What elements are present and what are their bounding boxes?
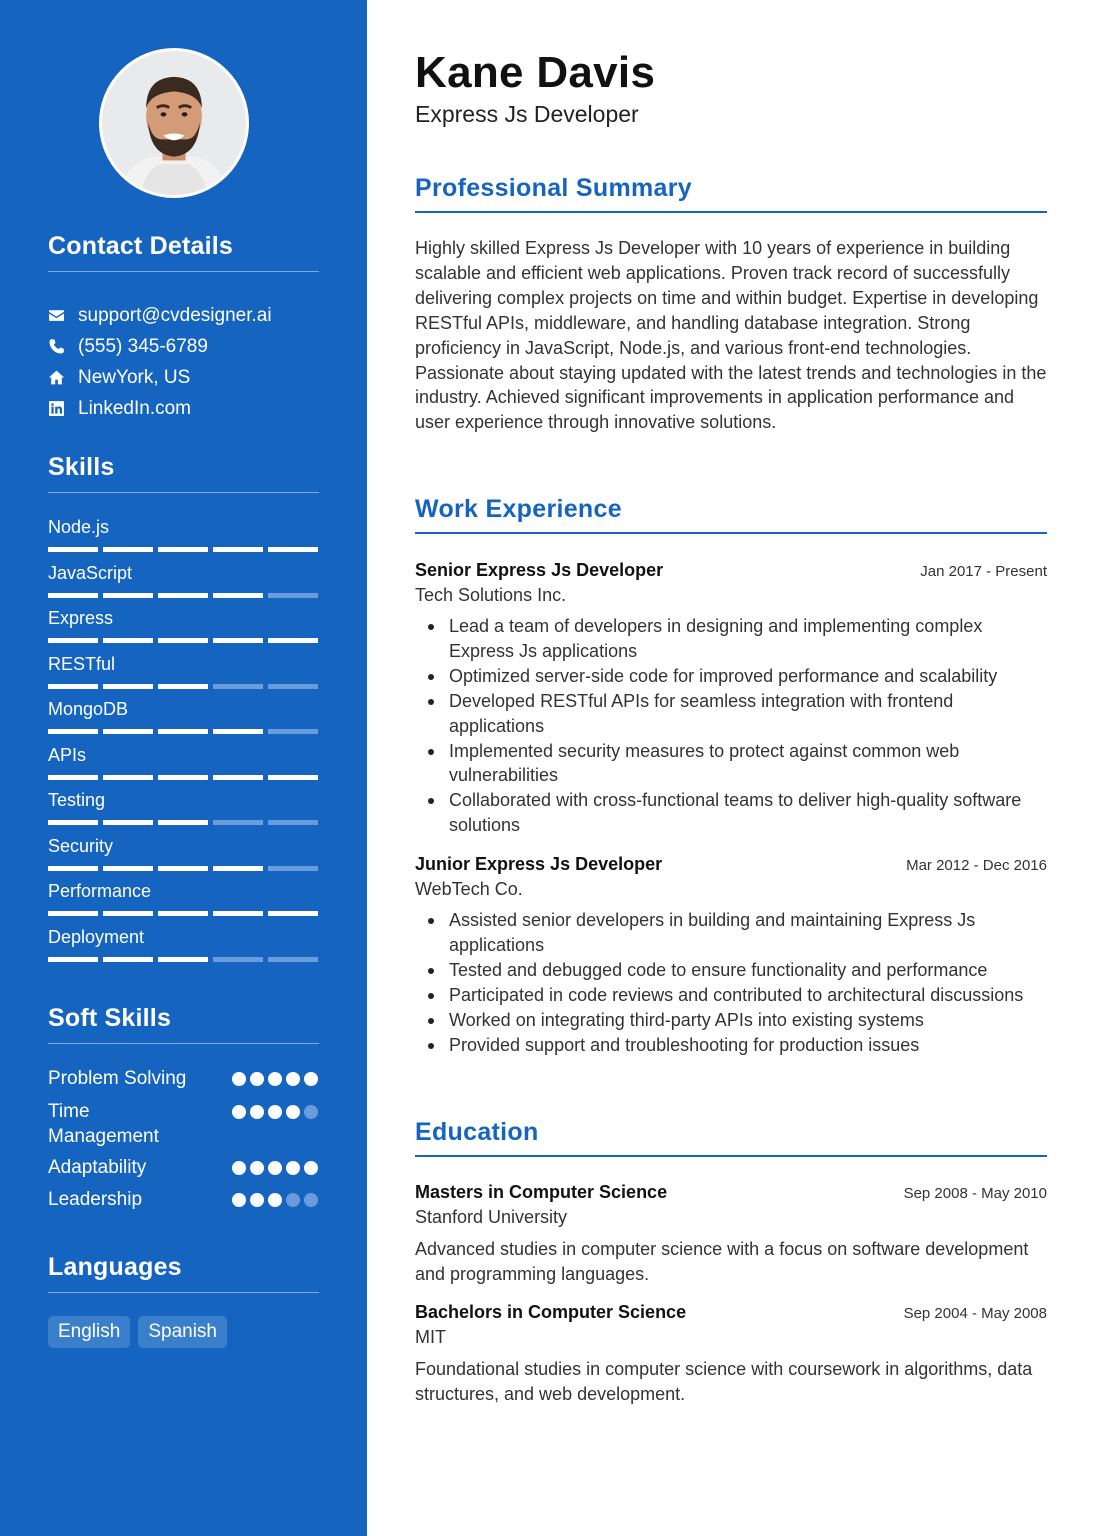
skill-level-segment: [103, 866, 153, 871]
language-tag: Spanish: [138, 1316, 227, 1348]
skill-item: [48, 514, 318, 560]
skill-level-segment: [48, 729, 98, 734]
list-item: Worked on integrating third-party APIs into existing systems: [415, 1008, 1047, 1033]
skill-level-bar: [48, 547, 318, 552]
skill-level-segment: [213, 593, 263, 598]
rating-dot: [286, 1193, 300, 1207]
skill-name: Express: [48, 608, 114, 628]
skill-level-segment: [268, 547, 318, 552]
degree-school: Stanford University: [415, 1207, 568, 1227]
skill-name: Performance: [48, 881, 152, 901]
skill-level-segment: [213, 866, 263, 871]
job-header: [415, 854, 1047, 875]
rating-dot: [232, 1072, 246, 1086]
skill-level-segment: [48, 684, 98, 689]
job-dates: Mar 2012 - Dec 2016: [906, 857, 1047, 874]
languages-list: [48, 1316, 227, 1348]
list-item: Collaborated with cross-functional teams to deliver high-quality software solutions: [415, 788, 1047, 838]
summary-heading: Professional Summary: [415, 174, 1047, 213]
soft-skill-name: Time Management: [48, 1101, 159, 1147]
skill-level-segment: [103, 957, 153, 962]
skill-level-segment: [158, 957, 208, 962]
email-icon: [48, 307, 78, 324]
skill-level-segment: [158, 638, 208, 643]
contact-email-text: support@cvdesigner.ai: [78, 304, 272, 326]
degree-description: Foundational studies in computer science with coursework in algorithms, data structures, and web development.: [415, 1359, 1033, 1404]
skill-level-segment: [268, 684, 318, 689]
contact-linkedin-text: LinkedIn.com: [78, 397, 192, 419]
rating-dot: [304, 1072, 318, 1086]
soft-skills-list: [48, 1066, 318, 1219]
soft-skills-heading: Soft Skills: [48, 1004, 319, 1044]
skill-level-segment: [48, 866, 98, 871]
skill-level-segment: [103, 593, 153, 598]
linkedin-icon: [48, 400, 78, 417]
skill-level-segment: [103, 729, 153, 734]
skills-list: [48, 514, 318, 969]
list-item: Provided support and troubleshooting for production issues: [415, 1033, 1047, 1058]
rating-dot: [250, 1105, 264, 1119]
rating-dot: [232, 1161, 246, 1175]
skill-item: [48, 787, 318, 833]
skill-level-bar: [48, 911, 318, 916]
job-title: Senior Express Js Developer: [415, 560, 664, 580]
skill-name: Deployment: [48, 926, 145, 947]
languages-heading: Languages: [48, 1253, 319, 1293]
skill-level-segment: [48, 638, 98, 643]
skill-level-segment: [158, 729, 208, 734]
rating-dot: [268, 1072, 282, 1086]
skill-item: [48, 560, 318, 606]
skill-item: [48, 696, 318, 742]
skill-level-segment: [268, 638, 318, 643]
skill-level-segment: [268, 957, 318, 962]
rating-dot: [250, 1161, 264, 1175]
skill-name: MongoDB: [48, 699, 129, 719]
skill-level-bar: [48, 775, 318, 780]
avatar: [99, 48, 249, 198]
soft-skill-rating: [232, 1072, 318, 1086]
skill-level-segment: [48, 593, 98, 598]
skill-item: [48, 605, 318, 651]
skill-name: RESTful: [48, 653, 116, 674]
education-heading: Education: [415, 1118, 1047, 1157]
skill-level-bar: [48, 820, 318, 825]
skill-level-segment: [158, 820, 208, 825]
skill-item: [48, 651, 318, 697]
skill-level-bar: [48, 866, 318, 871]
soft-skill-item: [48, 1066, 318, 1099]
education-header: [415, 1182, 1047, 1203]
degree-dates: Sep 2004 - May 2008: [903, 1305, 1047, 1322]
soft-skill-rating: [232, 1105, 318, 1119]
rating-dot: [250, 1193, 264, 1207]
skill-level-segment: [103, 820, 153, 825]
skill-item: [48, 878, 318, 924]
skills-heading: Skills: [48, 453, 319, 493]
skill-level-segment: [268, 593, 318, 598]
profile-photo: [102, 51, 246, 195]
soft-skill-item: [48, 1155, 318, 1187]
contact-location-text: NewYork, US: [78, 366, 191, 388]
contact-location: [48, 362, 328, 393]
home-icon: [48, 369, 78, 386]
skill-level-segment: [213, 820, 263, 825]
skill-name: APIs: [48, 744, 87, 765]
skill-level-segment: [213, 547, 263, 552]
skill-level-segment: [103, 547, 153, 552]
skill-level-segment: [48, 911, 98, 916]
skill-name: Security: [48, 835, 114, 856]
skill-level-segment: [268, 911, 318, 916]
rating-dot: [304, 1193, 318, 1207]
skill-level-segment: [158, 684, 208, 689]
degree-dates: Sep 2008 - May 2010: [903, 1185, 1047, 1202]
list-item: Tested and debugged code to ensure functionality and performance: [415, 958, 1047, 983]
skill-level-bar: [48, 729, 318, 734]
job-bullets: [415, 908, 1047, 1057]
rating-dot: [232, 1105, 246, 1119]
list-item: Implemented security measures to protect against common web vulnerabilities: [415, 739, 1047, 789]
soft-skill-rating: [232, 1161, 318, 1175]
rating-dot: [250, 1072, 264, 1086]
rating-dot: [286, 1072, 300, 1086]
skill-name: Node.js: [48, 517, 110, 537]
soft-skill-name: Problem Solving: [48, 1068, 187, 1089]
skill-level-segment: [213, 911, 263, 916]
skill-level-segment: [213, 775, 263, 780]
skill-level-segment: [158, 911, 208, 916]
degree-title: Masters in Computer Science: [415, 1182, 668, 1202]
soft-skill-item: [48, 1187, 318, 1219]
contact-heading: Contact Details: [48, 232, 319, 272]
list-item: Lead a team of developers in designing and implementing complex Express Js applications: [415, 614, 1047, 664]
rating-dot: [268, 1161, 282, 1175]
summary-text: Highly skilled Express Js Developer with 10 years of experience in building scalable and efficient web applications. Proven track record of successfully delivering complex projects on time and within budget. Expertise in developing RESTful APIs, middleware, and handling database integration. Strong proficiency in JavaScript, Node.js, and various front-end technologies. Passionate about staying updated with the latest trends and technologies in the industry. Achieved significant improvements in application performance and user experience through innovative solutions.: [415, 238, 1047, 433]
skill-level-segment: [158, 775, 208, 780]
soft-skill-name: Adaptability: [48, 1157, 147, 1178]
degree-description: Advanced studies in computer science with a focus on software development and programming languages.: [415, 1239, 1029, 1284]
rating-dot: [304, 1161, 318, 1175]
contact-phone-text: (555) 345-6789: [78, 335, 208, 357]
skill-level-bar: [48, 684, 318, 689]
skill-item: [48, 833, 318, 879]
skill-level-segment: [158, 547, 208, 552]
skill-level-segment: [158, 866, 208, 871]
skill-level-segment: [48, 547, 98, 552]
rating-dot: [268, 1193, 282, 1207]
rating-dot: [286, 1161, 300, 1175]
skill-level-bar: [48, 638, 318, 643]
skill-level-segment: [103, 911, 153, 916]
skill-level-segment: [48, 957, 98, 962]
contact-linkedin[interactable]: [48, 393, 328, 424]
list-item: Optimized server-side code for improved performance and scalability: [415, 664, 1047, 689]
skill-level-segment: [213, 684, 263, 689]
candidate-name: Kane Davis: [415, 48, 656, 97]
list-item: Participated in code reviews and contributed to architectural discussions: [415, 983, 1047, 1008]
job-company: Tech Solutions Inc.: [415, 585, 567, 605]
skill-level-segment: [103, 638, 153, 643]
rating-dot: [232, 1193, 246, 1207]
skill-level-segment: [158, 593, 208, 598]
skill-name: Testing: [48, 790, 106, 810]
skill-level-segment: [213, 957, 263, 962]
rating-dot: [268, 1105, 282, 1119]
education-header: [415, 1302, 1047, 1323]
job-title: Junior Express Js Developer: [415, 854, 663, 874]
soft-skill-rating: [232, 1193, 318, 1207]
soft-skill-name: Leadership: [48, 1189, 143, 1210]
language-tag: English: [48, 1316, 130, 1348]
skill-item: [48, 742, 318, 788]
skill-level-segment: [103, 775, 153, 780]
skill-level-segment: [213, 638, 263, 643]
phone-icon: [48, 338, 78, 355]
skill-level-bar: [48, 957, 318, 962]
candidate-title: Express Js Developer: [415, 101, 639, 127]
skill-level-segment: [268, 729, 318, 734]
skill-name: JavaScript: [48, 562, 133, 583]
skill-level-segment: [268, 775, 318, 780]
contact-email[interactable]: [48, 300, 328, 331]
job-header: [415, 560, 1047, 581]
rating-dot: [304, 1105, 318, 1119]
skill-level-segment: [268, 866, 318, 871]
skill-level-segment: [103, 684, 153, 689]
skill-level-segment: [48, 820, 98, 825]
list-item: Developed RESTful APIs for seamless integration with frontend applications: [415, 689, 1047, 739]
skill-level-segment: [48, 775, 98, 780]
sidebar: [0, 0, 367, 1536]
skill-level-segment: [268, 820, 318, 825]
degree-school: MIT: [415, 1327, 446, 1347]
job-company: WebTech Co.: [415, 879, 523, 899]
contact-list: [48, 300, 328, 424]
rating-dot: [286, 1105, 300, 1119]
skill-level-bar: [48, 593, 318, 598]
degree-title: Bachelors in Computer Science: [415, 1302, 687, 1322]
job-bullets: [415, 614, 1047, 838]
contact-phone[interactable]: [48, 331, 328, 362]
soft-skill-item: [48, 1099, 318, 1155]
skill-item: [48, 924, 318, 970]
list-item: Assisted senior developers in building and maintaining Express Js applications: [415, 908, 1047, 958]
skill-level-segment: [213, 729, 263, 734]
experience-heading: Work Experience: [415, 495, 1047, 534]
job-dates: Jan 2017 - Present: [920, 563, 1047, 580]
